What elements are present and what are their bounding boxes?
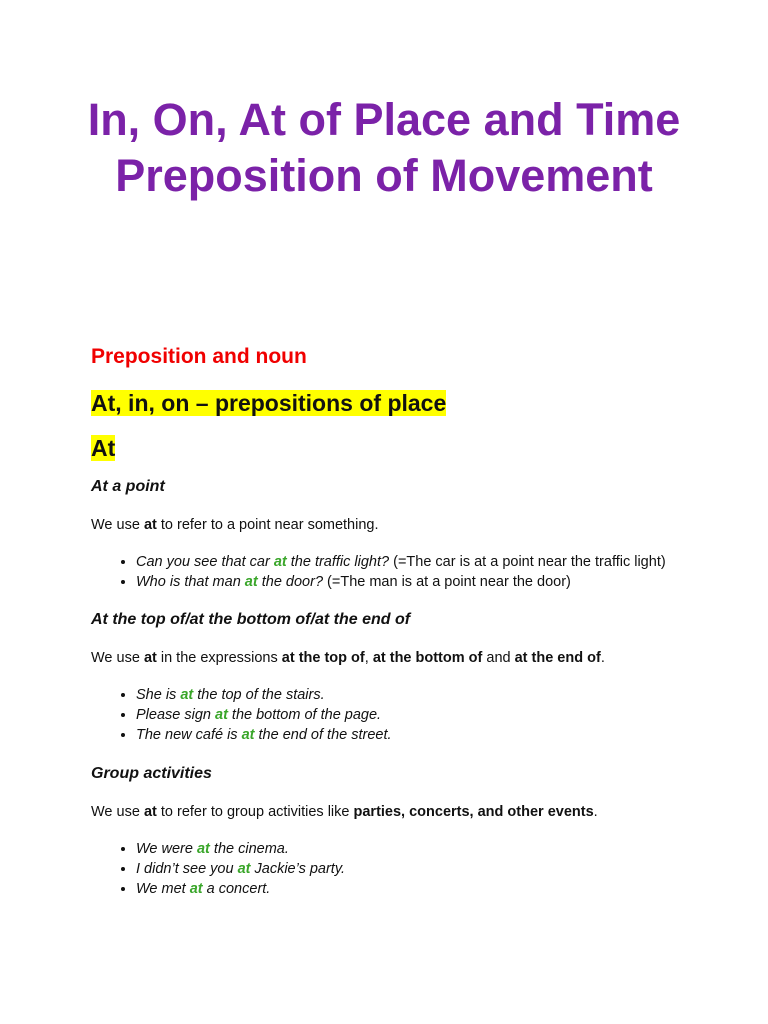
document-title — [0, 92, 768, 204]
highlight-at: at — [189, 881, 203, 897]
list-item — [136, 705, 691, 725]
highlight-at: at — [196, 841, 210, 857]
section-title-group-activities: Group activities — [91, 765, 212, 782]
example-text: the traffic light? — [286, 554, 390, 570]
example-note: (=The car is at a point near the traffic light) — [389, 554, 666, 570]
intro-bold: at the top of — [281, 650, 365, 666]
intro-text: . — [600, 650, 605, 666]
highlighted-at-text: At — [91, 435, 116, 461]
list-item — [136, 572, 691, 592]
example-text: the top of the stairs. — [193, 687, 325, 703]
highlight-at: at — [273, 554, 287, 570]
section-intro-at-the-top-of — [91, 648, 691, 668]
intro-bold: at the bottom of — [372, 650, 483, 666]
intro-text: We use — [91, 804, 144, 820]
intro-text: We use — [91, 650, 144, 666]
example-text: She is — [136, 687, 181, 703]
intro-bold: parties, concerts, and other events — [353, 804, 594, 820]
intro-bold: at — [143, 650, 157, 666]
example-text: We met — [136, 881, 190, 897]
example-text: Who is that man — [136, 574, 245, 590]
list-item — [136, 685, 691, 705]
intro-text: and — [482, 650, 515, 666]
example-text: Jackie’s party. — [250, 861, 346, 877]
highlight-at: at — [180, 687, 194, 703]
heading-prepositions-of-place — [91, 388, 691, 418]
highlight-at: at — [215, 707, 228, 723]
list-item — [136, 859, 691, 879]
list-item — [136, 552, 691, 572]
section-title-at-a-point: At a point — [91, 478, 165, 495]
example-note: (=The man is at a point near the door) — [323, 574, 571, 590]
example-text: the door? — [257, 574, 324, 590]
highlighted-heading-text: At, in, on – prepositions of place — [91, 390, 447, 416]
example-list-at-the-top-of — [91, 685, 691, 745]
example-text: Can you see that car — [136, 554, 274, 570]
intro-text: in the expressions — [156, 650, 282, 666]
list-item — [136, 839, 691, 859]
intro-bold: at the end of — [514, 650, 601, 666]
example-text: the cinema. — [209, 841, 289, 857]
intro-text: to refer to group activities like — [156, 804, 354, 820]
section-intro-group-activities — [91, 802, 691, 822]
example-text: a concert. — [202, 881, 271, 897]
intro-text: . — [593, 804, 598, 820]
highlight-at: at — [237, 861, 251, 877]
example-text: the bottom of the page. — [227, 707, 382, 723]
heading-preposition-and-noun: Preposition and noun — [91, 345, 307, 368]
highlight-at: at — [244, 574, 258, 590]
heading-at — [91, 433, 691, 463]
intro-bold: at — [143, 804, 157, 820]
intro-text: , — [364, 650, 373, 666]
example-text: We were — [136, 841, 197, 857]
highlight-at: at — [241, 727, 255, 743]
example-list-at-a-point — [91, 552, 691, 592]
example-text: The new café is — [136, 727, 242, 743]
intro-text: We use — [91, 517, 144, 533]
example-list-group-activities — [91, 839, 691, 899]
document-content — [91, 341, 691, 899]
list-item — [136, 879, 691, 899]
intro-bold: at — [143, 517, 157, 533]
example-text: Please sign — [136, 707, 215, 723]
list-item — [136, 725, 691, 745]
section-title-at-the-top-of: At the top of/at the bottom of/at the end of — [91, 611, 411, 628]
section-intro-at-a-point — [91, 515, 691, 535]
intro-text: to refer to a point near something. — [156, 517, 379, 533]
example-text: I didn’t see you — [136, 861, 238, 877]
example-text: the end of the street. — [254, 727, 392, 743]
title-line-2: Preposition of Movement — [115, 150, 653, 201]
title-line-1: In, On, At of Place and Time — [87, 94, 681, 145]
